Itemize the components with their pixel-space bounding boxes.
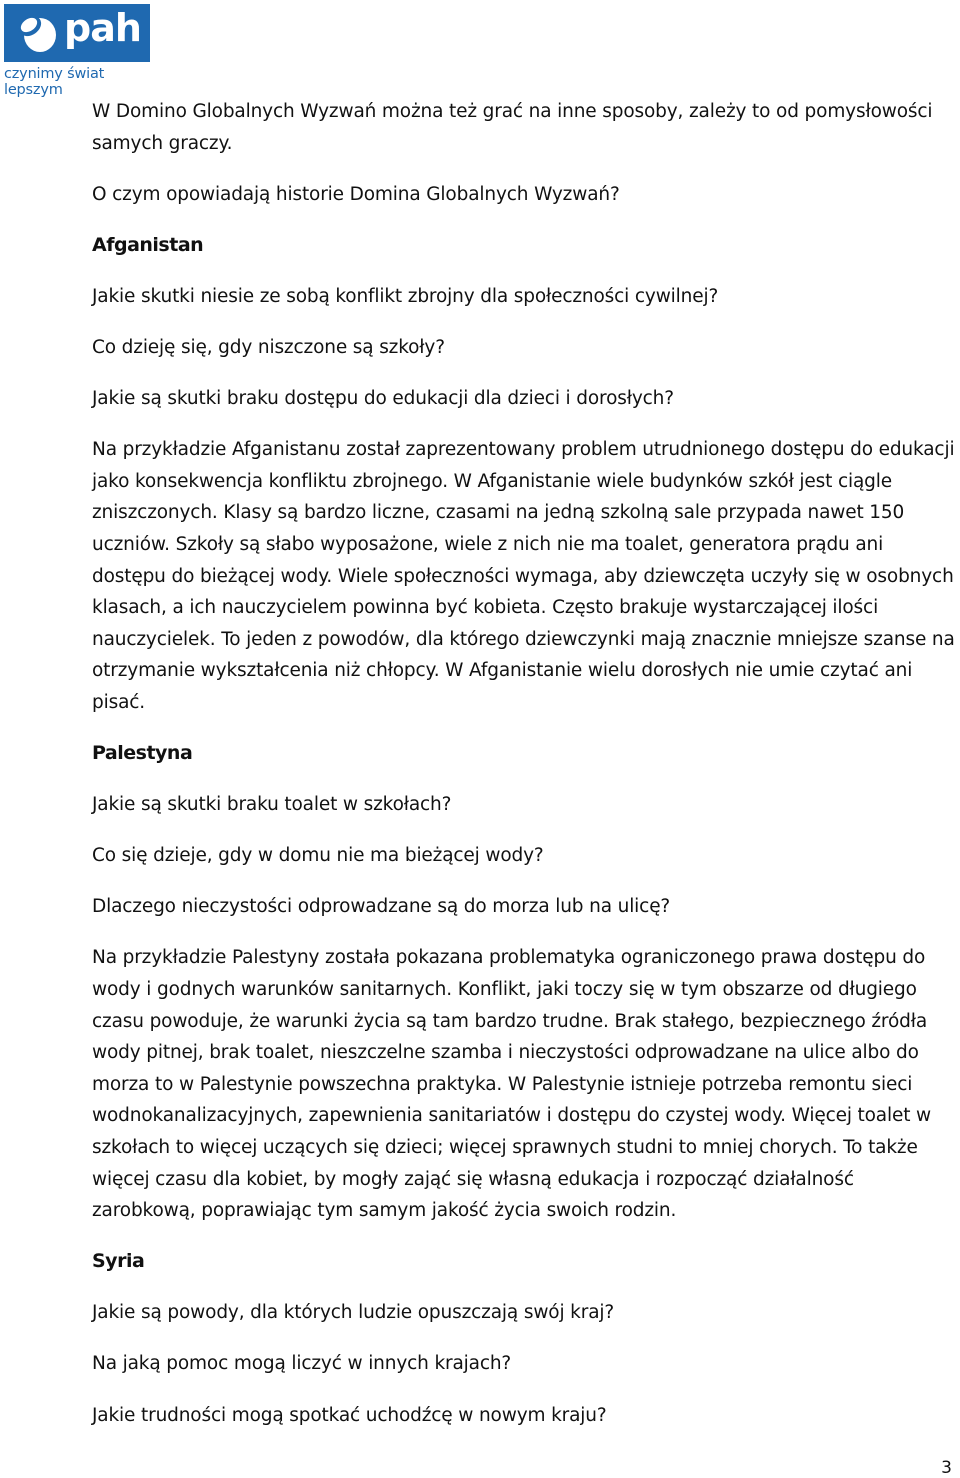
body-palestyna: Na przykładzie Palestyny została pokazana problematyka ograniczonego prawa dostępu do wody i godnych warunków sanitarnych. Konflikt, jaki toczy się w tym obszarze od długiego czasu powoduje, że warunki życia są tam bardzo trudne. Brak stałego, bezpiecznego źródła wody pitnej, brak toalet, nieszczelne szamba i nieczystości odprowadzane na ulice albo do morza to w Palestynie powszechna praktyka. W Palestynie istnieje potrzeba remontu sieci wodnokanalizacyjnych, zapewnienia sanitariatów i dostępu do czystej wody. Więcej toalet w szkołach to więcej uczących się dzieci; więcej sprawnych studni to mniej chorych. To także więcej czasu dla kobiet, by mogły zająć się własną edukacja i rozpocząć działalność zarobkową, poprawiając tym samym jakość życia swoich rodzin. (92, 947, 932, 1222)
question-afganistan-1: Jakie skutki niesie ze sobą konflikt zbrojny dla społeczności cywilnej? (92, 285, 719, 307)
question-palestyna-2: Co się dzieje, gdy w domu nie ma bieżącej wody? (92, 845, 544, 867)
body-afganistan: Na przykładzie Afganistanu został zaprezentowany problem utrudnionego dostępu do edukacji jako konsekwencja konfliktu zbrojnego. W Afganistanie wiele budynków szkół jest ciągle zniszczonych. Klasy są bardzo liczne, czasami na jedną szkolną sale przypada nawet 150 uczniów. Szkoły są słabo wyposażone, wiele z nich nie ma toalet, generatora prądu ani dostępu do bieżącej wody. Wiele społeczności wymaga, aby dziewczęta uczyły się w osobnych klasach, a ich nauczycielem powinna być kobieta. Często brakuje wystarczającej ilości nauczycielek. To jeden z powodów, dla którego dziewczynki mają znacznie mniejsze szanse na otrzymanie wykształcenia niż chłopcy. W Afganistanie wielu dorosłych nie umie czytać ani pisać. (92, 439, 955, 713)
question-palestyna-1: Jakie są skutki braku toalet w szkołach? (92, 794, 452, 816)
heading-syria: Syria (92, 1250, 145, 1273)
droplet-logo-icon (16, 12, 62, 56)
question-afganistan-2: Co dzieję się, gdy niszczone są szkoły? (92, 336, 445, 358)
heading-palestyna: Palestyna (92, 742, 193, 764)
intro-paragraph: W Domino Globalnych Wyzwań można też grać na inne sposoby, zależy to od pomysłowości samych graczy. (92, 101, 933, 154)
logo-tagline: czynimy świat lepszym (4, 66, 105, 98)
question-afganistan-3: Jakie są skutki braku dostępu do edukacji dla dzieci i dorosłych? (92, 388, 674, 410)
logo (4, 4, 154, 98)
question-palestyna-3: Dlaczego nieczystości odprowadzane są do morza lub na ulicę? (92, 896, 671, 918)
logo-text: pah (64, 6, 141, 50)
question-syria-3: Jakie trudności mogą spotkać uchodźcę w nowym kraju? (92, 1404, 607, 1426)
document-body (92, 96, 960, 1451)
question-syria-1: Jakie są powody, dla których ludzie opuszczają swój kraj? (92, 1302, 615, 1324)
section-question: O czym opowiadają historie Domina Globalnych Wyzwań? (92, 183, 620, 205)
logo-box (4, 4, 150, 62)
question-syria-2: Na jaką pomoc mogą liczyć w innych krajach? (92, 1353, 512, 1375)
heading-afganistan: Afganistan (92, 233, 204, 256)
page-number: 3 (941, 1458, 952, 1478)
